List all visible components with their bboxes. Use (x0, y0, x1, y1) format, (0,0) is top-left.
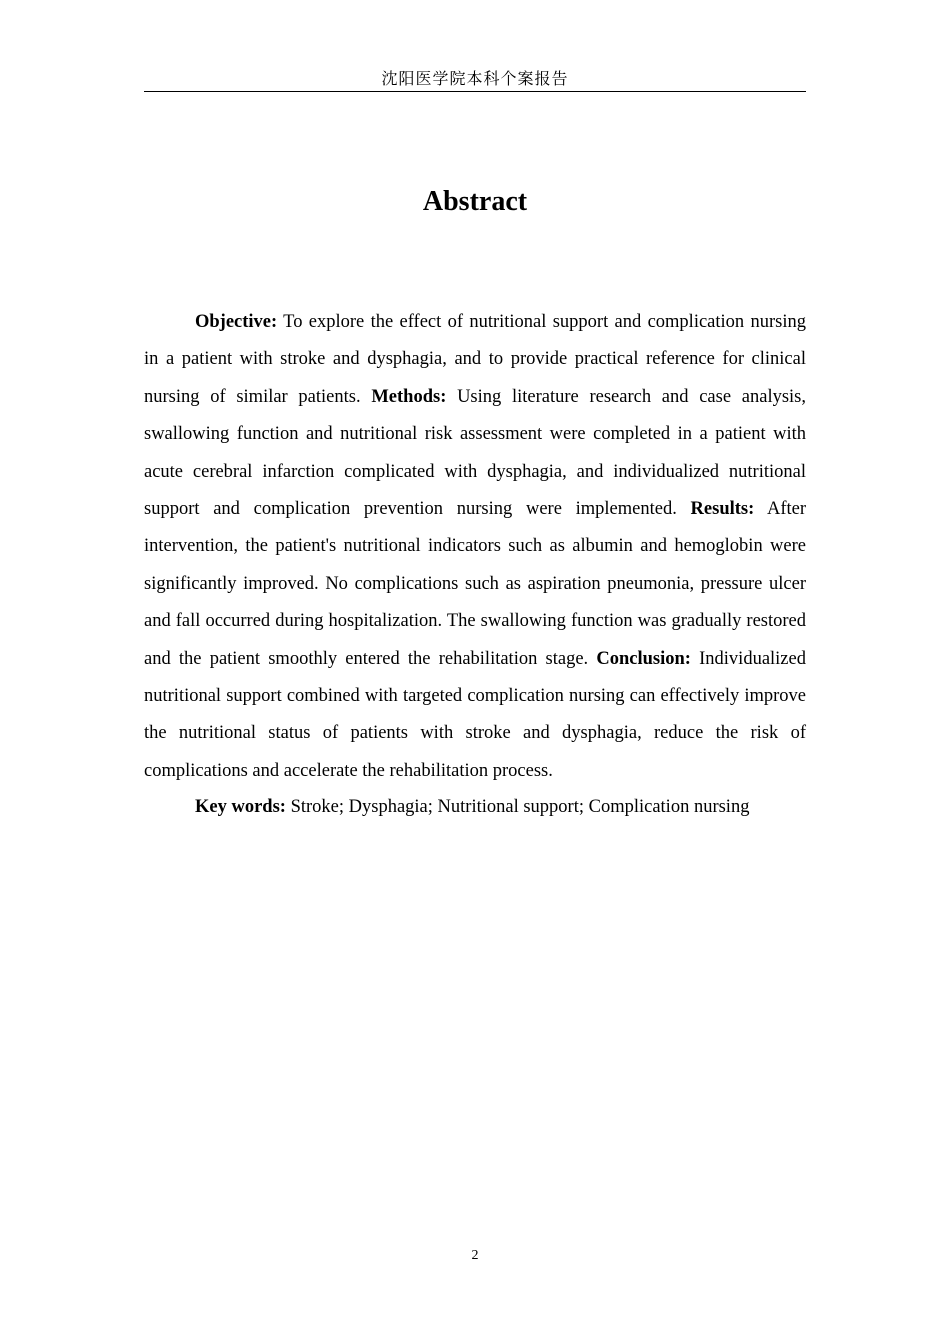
keywords-paragraph (144, 790, 806, 824)
results-label: Results: (690, 499, 755, 520)
conclusion-text: Individualized nutritional support combined with targeted complication nursing can effectively improve the nutritional status of patients with stroke and dysphagia, reduce the risk of complications and accelerate the rehabilitation process. (144, 648, 806, 781)
objective-text: To explore the effect of nutritional support and complication nursing in a patient with stroke and dysphagia, and to provide practical reference for clinical nursing of similar patients. (144, 312, 806, 407)
abstract-paragraph (144, 304, 806, 790)
page-number: 2 (471, 1248, 479, 1263)
keywords-label: Key words: (195, 797, 286, 817)
running-header: 沈阳医学院本科个案报告 (144, 66, 806, 92)
abstract-title: Abstract (422, 186, 528, 217)
methods-label: Methods: (371, 386, 447, 407)
results-text: After intervention, the patient's nutritional indicators such as albumin and hemoglobin were significantly improved. No complications such as aspiration pneumonia, pressure ulcer and fall occurred during hospitalization. The swallowing function was gradually restored and the patient smoothly entered the rehabilitation stage. (144, 499, 807, 669)
conclusion-label: Conclusion: (596, 648, 691, 669)
methods-text: Using literature research and case analysis, swallowing function and nutritional risk assessment were completed in a patient with acute cerebral infarction complicated with dysphagia, and individualized nutritional support and complication prevention nursing were implemented. (144, 386, 806, 520)
objective-label: Objective: (195, 312, 278, 332)
keywords-text: Stroke; Dysphagia; Nutritional support; Complication nursing (285, 797, 750, 817)
